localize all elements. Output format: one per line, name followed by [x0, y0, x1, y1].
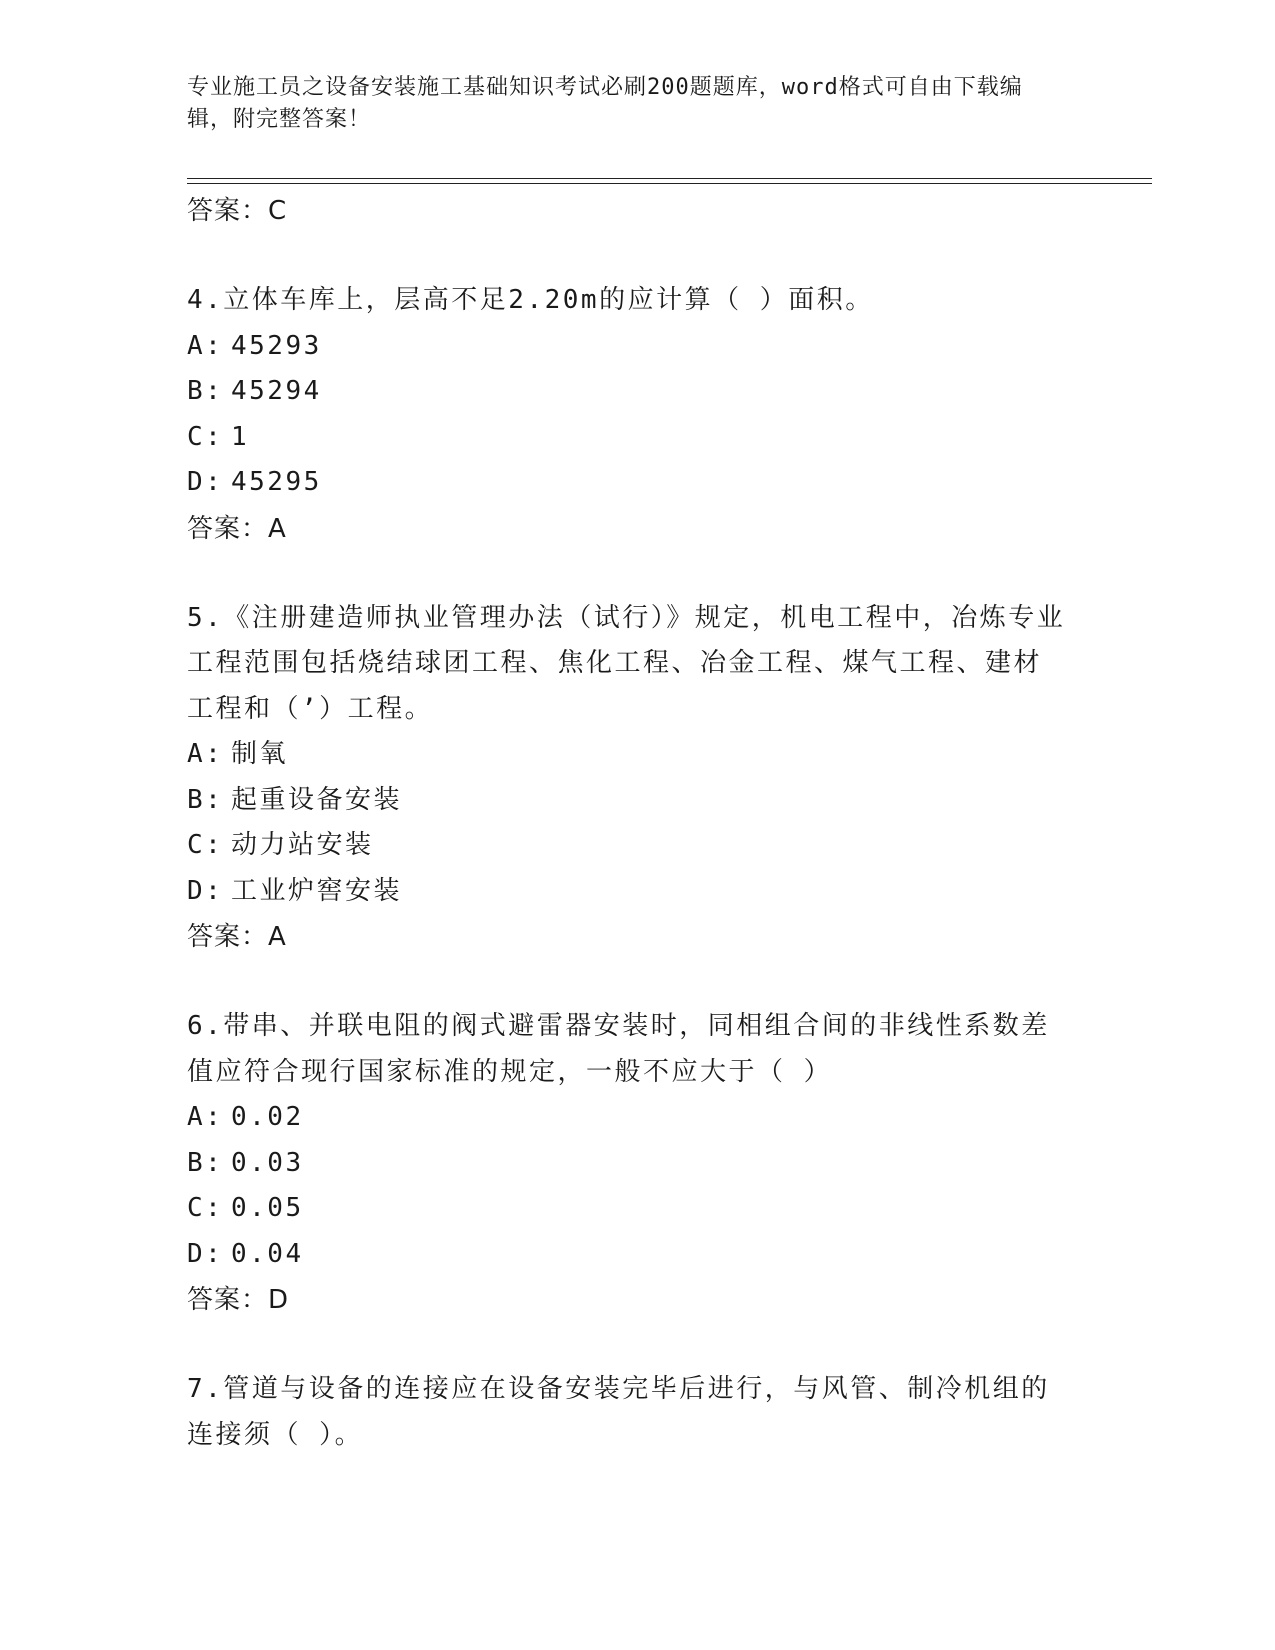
- option-b: [187, 369, 1067, 415]
- option-text: 45293: [231, 330, 322, 361]
- option-text: 制氧: [231, 739, 289, 769]
- option-letter: A:: [187, 330, 224, 361]
- option-c: [187, 1186, 1067, 1232]
- option-letter: D:: [187, 467, 224, 497]
- option-letter: A:: [187, 739, 224, 769]
- question-4: [187, 278, 1067, 552]
- option-letter: B:: [187, 376, 224, 406]
- question-5: [187, 596, 1067, 961]
- answer-value: A: [268, 922, 287, 952]
- option-c: [187, 415, 1067, 461]
- question-stem: 7.管道与设备的连接应在设备安装完毕后进行，与风管、制冷机组的连接须（ ）。: [187, 1374, 1050, 1450]
- option-letter: C:: [187, 421, 224, 452]
- option-text: 动力站安装: [231, 830, 374, 860]
- option-letter: C:: [187, 830, 224, 860]
- question-stem: 5.《注册建造师执业管理办法（试行）》规定，机电工程中，冶炼专业工程范围包括烧结球团工程、焦化工程、冶金工程、煤气工程、建材工程和（’）工程。: [187, 602, 1066, 724]
- option-text: 工业炉窖安装: [231, 875, 403, 906]
- option-text: 0.04: [231, 1238, 304, 1269]
- option-b: [187, 1141, 1067, 1187]
- question-stem: 4.立体车库上，层高不足2.20m的应计算（ ）面积。: [187, 285, 874, 315]
- option-letter: B:: [187, 1147, 224, 1178]
- answer-label: 答案：: [187, 513, 269, 544]
- question-stem: 6.带串、并联电阻的阀式避雷器安装时，同相组合间的非线性系数差值应符合现行国家标准的规定，一般不应大于（ ）: [187, 1011, 1050, 1087]
- option-d: [187, 460, 1067, 506]
- answer-label: 答案：: [187, 196, 269, 226]
- answer-line: [187, 1277, 1067, 1323]
- option-text: 0.05: [231, 1193, 304, 1223]
- option-a: [187, 732, 1067, 778]
- answer-line: [187, 506, 1067, 552]
- option-text: 45294: [231, 376, 322, 406]
- answer-label: 答案：: [187, 1285, 269, 1315]
- option-letter: D:: [187, 875, 224, 906]
- option-text: 0.02: [231, 1102, 304, 1132]
- option-letter: B:: [187, 784, 224, 815]
- option-a: [187, 1095, 1067, 1141]
- option-text: 起重设备安装: [231, 784, 403, 815]
- header-divider-bottom: [187, 183, 1152, 184]
- answer-line: [187, 914, 1067, 960]
- option-b: [187, 778, 1067, 824]
- option-letter: C:: [187, 1193, 224, 1223]
- option-d: [187, 1232, 1067, 1278]
- question-6: [187, 1004, 1067, 1323]
- option-text: 45295: [231, 467, 322, 497]
- answer-value: D: [268, 1285, 290, 1315]
- option-letter: D:: [187, 1238, 224, 1269]
- question-list: [187, 188, 1067, 1458]
- option-c: [187, 823, 1067, 869]
- option-text: 1: [231, 421, 250, 452]
- answer-value: C: [268, 196, 288, 226]
- question-7: [187, 1367, 1067, 1458]
- header-title: 专业施工员之设备安装施工基础知识考试必刷200题题库，word格式可自由下载编辑，附完整答案！: [187, 75, 1023, 132]
- answer-label: 答案：: [187, 922, 269, 952]
- option-d: [187, 869, 1067, 915]
- document-header: [187, 72, 1067, 136]
- option-text: 0.03: [231, 1147, 304, 1178]
- option-a: [187, 324, 1067, 370]
- answer-line: [187, 188, 1067, 234]
- answer-value: A: [268, 513, 287, 544]
- option-letter: A:: [187, 1102, 224, 1132]
- header-divider-top: [187, 178, 1152, 179]
